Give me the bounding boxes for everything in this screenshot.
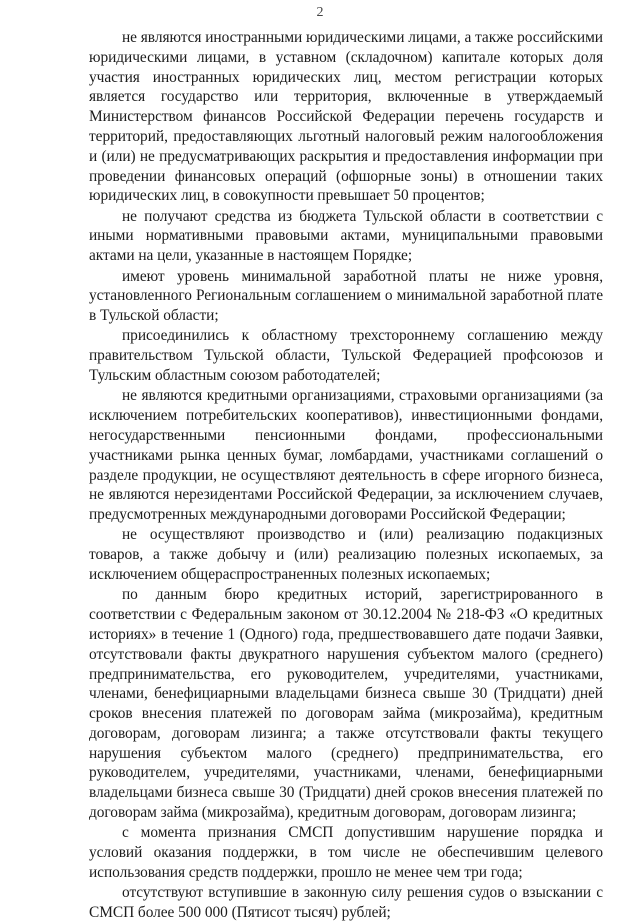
paragraph-credit-history: по данным бюро кредитных историй, зарегистрированного в соответствии с Федеральным законом от 30.12.2004 № 218-ФЗ «О кредитных историях» в течение 1 (Одного) года, предшествовавшего дате подачи Заявки, отсутствовали факты двукратного нарушения субъектом малого (среднего) предпринимательства, его руководителем, учредителями, участниками, членами, бенефициарными владельцами бизнеса свыше 30 (Тридцати) дней сроков внесения платежей по договорам займа (микрозайма), кредитным договорам, договорам лизинга; а также отсутствовали факты текущего нарушения субъектом малого (среднего) предпринимательства, его руководителем, учредителями, участниками, членами, бенефициарными владельцами бизнеса свыше 30 (Тридцати) дней сроков внесения платежей по договорам займа (микрозайма), кредитным договорам, договорам лизинга;	[89, 586, 603, 822]
paragraph-minimum-wage: имеют уровень минимальной заработной платы не ниже уровня, установленного Региональным соглашением о минимальной заработной плате в Тульской области;	[89, 267, 603, 325]
paragraph-excise-goods: не осуществляют производство и (или) реализацию подакцизных товаров, а также добычу и (или) реализацию полезных ископаемых, за исключением общераспространенных полезных ископаемых;	[89, 526, 603, 584]
page-number: 2	[316, 5, 324, 20]
paragraph-foreign-entities: не являются иностранными юридическими лицами, а также российскими юридическими лицами, в уставном (складочном) капитале которых доля участия иностранных юридических лиц, местом регистрации которых является государство или территория, включенные в утверждаемый Министерством финансов Российской Федерации перечень государств и территорий, предоставляющих льготный налоговый режим налогообложения и (или) не предусматривающих раскрытия и предоставления информации при проведении финансовых операций (офшорные зоны) в отношении таких юридических лиц, в совокупности превышает 50 процентов;	[89, 29, 603, 205]
paragraph-tripartite-agreement: присоединились к областному трехстороннему соглашению между правительством Тульской области, Тульской Федерацией профсоюзов и Тульским областным союзом работодателей;	[89, 327, 603, 385]
paragraph-credit-organizations: не являются кредитными организациями, страховыми организациями (за исключением потребительских кооперативов), инвестиционными фондами, негосударственными пенсионными фондами, профессиональными участниками рынка ценных бумаг, ломбардами, участниками соглашений о разделе продукции, не осуществляют деятельность в сфере игорного бизнеса, не являются нерезидентами Российской Федерации, за исключением случаев, предусмотренных международными договорами Российской Федерации;	[89, 387, 603, 524]
paragraph-budget-funds: не получают средства из бюджета Тульской области в соответствии с иными нормативными правовыми актами, муниципальными правовыми актами на цели, указанные в настоящем Порядке;	[89, 207, 603, 265]
paragraph-support-violation: с момента признания СМСП допустившим нарушение порядка и условий оказания поддержки, в том числе не обеспечившим целевого использования средств поддержки, прошло не менее чем три года;	[89, 824, 603, 881]
paragraph-court-decisions: отсутствуют вступившие в законную силу решения судов о взыскании с СМСП более 500 000 (Пятисот тысяч) рублей;	[89, 884, 603, 922]
document-body	[89, 28, 603, 923]
